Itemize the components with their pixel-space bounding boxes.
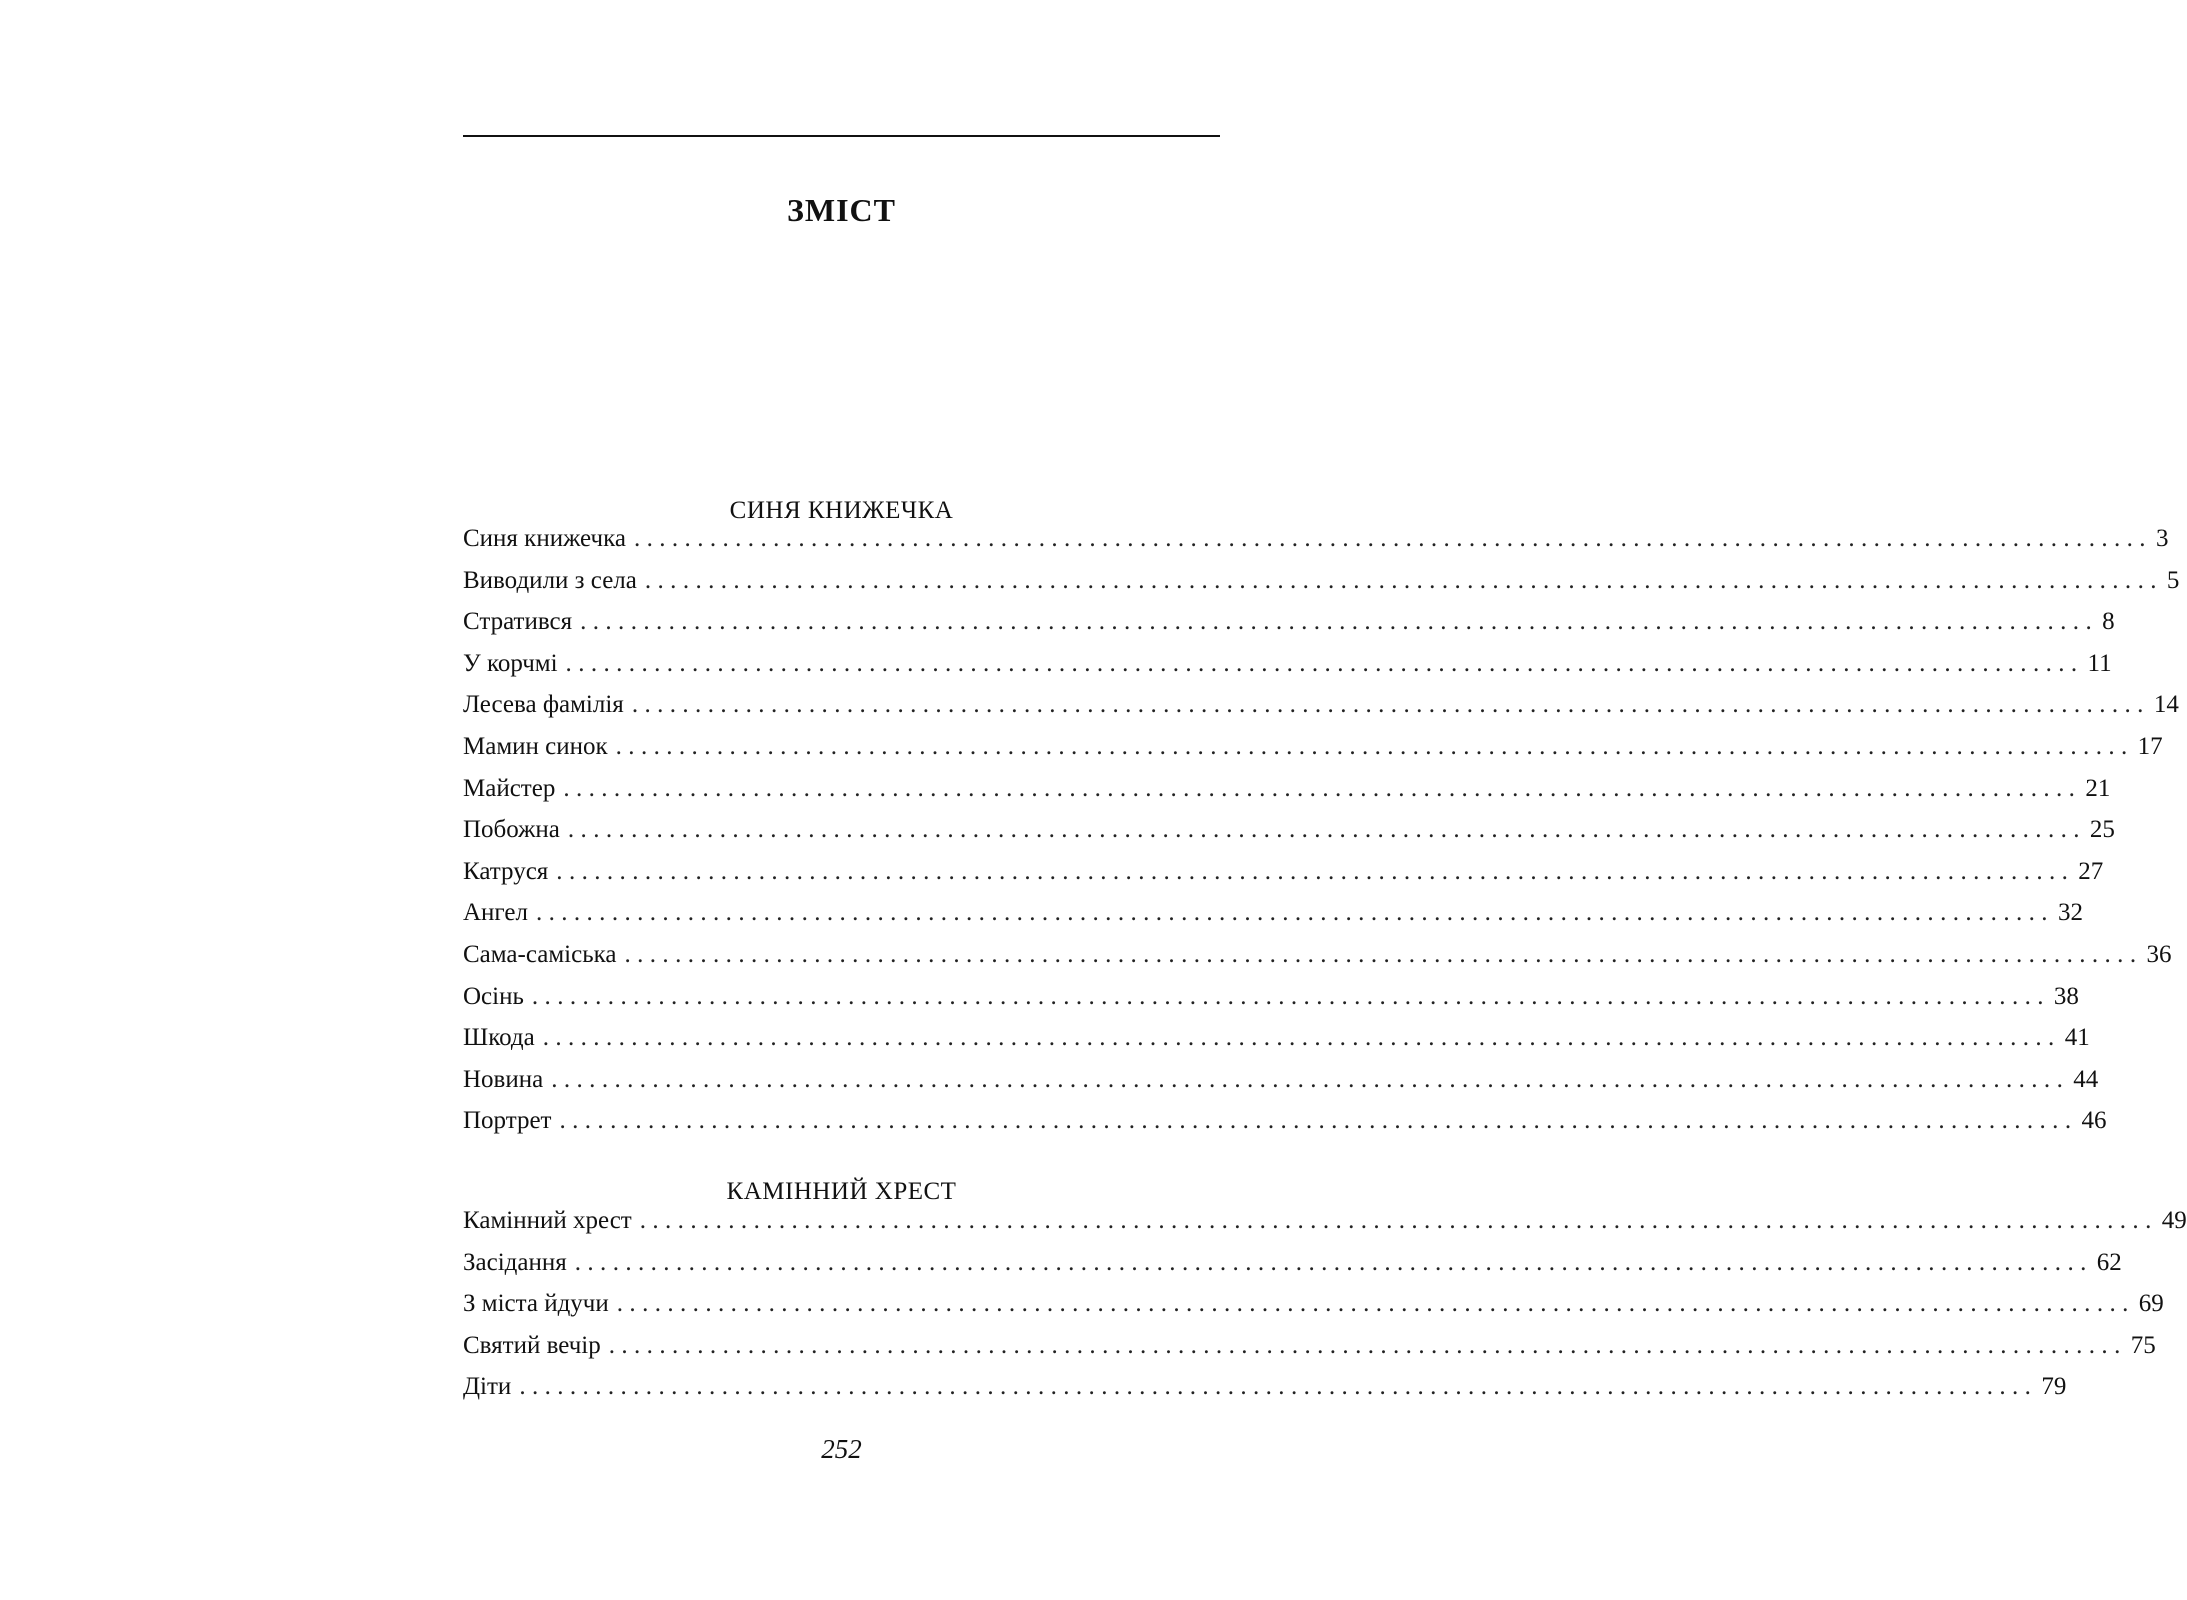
toc-entry-page: 69 <box>2135 1283 2164 1325</box>
top-rule <box>463 135 1220 137</box>
dot-leader: ........................................................................................................................ <box>531 982 2050 1010</box>
toc-entry-title: Сама-саміська <box>463 934 624 976</box>
toc-entry[interactable] <box>463 1200 2187 1242</box>
dot-leader: ........................................................................................................................ <box>644 566 2163 594</box>
toc-entry-page: 36 <box>2142 934 2171 976</box>
toc-entry-title: У корчмі <box>463 643 566 685</box>
toc-entry-page: 5 <box>2163 560 2180 602</box>
toc-entry[interactable] <box>463 934 2172 976</box>
toc-entry-page: 14 <box>2150 684 2179 726</box>
toc-entry-page: 17 <box>2134 726 2163 768</box>
page-number: 252 <box>821 1434 862 1464</box>
toc-entry-page: 25 <box>2086 809 2115 851</box>
toc-entry-page: 8 <box>2098 601 2115 643</box>
toc-entry-page: 27 <box>2074 851 2103 893</box>
toc-entry[interactable] <box>463 1100 2107 1142</box>
toc-entry-title: Виводили з села <box>463 560 645 602</box>
toc-list <box>463 1200 2187 1408</box>
section-heading: КАМІННИЙ ХРЕСТ <box>726 1178 957 1205</box>
toc-entry-page: 79 <box>2037 1366 2066 1408</box>
toc-entry-page: 46 <box>2077 1100 2106 1142</box>
dot-leader: ........................................................................................................................ <box>639 1207 2158 1234</box>
toc-entry-title: Лесева фамілія <box>463 684 632 726</box>
toc-entry-title: Діти <box>463 1366 519 1408</box>
book-page <box>463 0 2187 1600</box>
section-heading: СИНЯ КНИЖЕЧКА <box>729 497 954 524</box>
toc-entry-title: Святий вечір <box>463 1325 609 1367</box>
toc-entry-title: Катруся <box>463 851 556 893</box>
dot-leader: ........................................................................................................................ <box>551 1065 2070 1093</box>
toc-entry-title: З міста йдучи <box>463 1283 617 1325</box>
toc-entry-page: 32 <box>2054 892 2083 934</box>
toc-entry-title: Майстер <box>463 768 563 810</box>
toc-entry-title: Камінний хрест <box>463 1200 640 1242</box>
dot-leader: ........................................................................................................................ <box>574 1248 2093 1276</box>
toc-entry[interactable] <box>463 809 2115 851</box>
toc-entry[interactable] <box>463 601 2115 643</box>
toc-entry-page: 62 <box>2093 1242 2122 1284</box>
dot-leader: ........................................................................................................................ <box>563 774 2082 802</box>
toc-entry[interactable] <box>463 726 2163 768</box>
toc-entry-page: 41 <box>2061 1017 2090 1059</box>
toc-entry-title: Засідання <box>463 1242 575 1284</box>
dot-leader: ........................................................................................................................ <box>608 1331 2127 1359</box>
toc-entry[interactable] <box>463 684 2179 726</box>
toc-entry-page: 11 <box>2084 643 2112 685</box>
toc-entry-title: Побожна <box>463 809 568 851</box>
toc-entry-title: Портрет <box>463 1100 559 1142</box>
toc-entry[interactable] <box>463 518 2169 560</box>
toc-entry[interactable] <box>463 1242 2122 1284</box>
toc-entry[interactable] <box>463 1017 2090 1059</box>
dot-leader: ........................................................................................................................ <box>567 816 2086 844</box>
toc-entry[interactable] <box>463 643 2112 685</box>
toc-entry-title: Синя книжечка <box>463 518 634 560</box>
toc-entry-title: Новина <box>463 1059 551 1101</box>
toc-entry-title: Ангел <box>463 892 536 934</box>
toc-entry-page: 44 <box>2069 1059 2098 1101</box>
toc-list <box>463 518 2180 1142</box>
toc-entry-page: 49 <box>2158 1200 2187 1242</box>
toc-entry-title: Осінь <box>463 976 532 1018</box>
toc-entry-title: Стратився <box>463 601 580 643</box>
dot-leader: ........................................................................................................................ <box>633 525 2152 552</box>
toc-entry[interactable] <box>463 560 2180 602</box>
toc-entry-title: Мамин синок <box>463 726 616 768</box>
toc-entry[interactable] <box>463 892 2083 934</box>
toc-entry-title: Шкода <box>463 1017 543 1059</box>
toc-entry-page: 75 <box>2127 1325 2156 1367</box>
toc-entry-page: 21 <box>2081 768 2110 810</box>
toc-entry-page: 38 <box>2050 976 2079 1018</box>
dot-leader: ........................................................................................................................ <box>559 1107 2078 1135</box>
toc-entry[interactable] <box>463 1325 2156 1367</box>
dot-leader: ........................................................................................................................ <box>556 857 2075 885</box>
dot-leader: ........................................................................................................................ <box>535 899 2054 927</box>
toc-entry[interactable] <box>463 768 2111 810</box>
toc-entry[interactable] <box>463 1283 2164 1325</box>
toc-entry[interactable] <box>463 851 2104 893</box>
dot-leader: ........................................................................................................................ <box>542 1024 2061 1052</box>
dot-leader: ........................................................................................................................ <box>519 1373 2038 1401</box>
dot-leader: ........................................................................................................................ <box>580 608 2099 636</box>
toc-entry[interactable] <box>463 1366 2067 1408</box>
toc-entry[interactable] <box>463 1059 2099 1101</box>
dot-leader: ........................................................................................................................ <box>631 691 2150 719</box>
dot-leader: ........................................................................................................................ <box>565 649 2084 677</box>
toc-entry-page: 3 <box>2152 518 2169 560</box>
dot-leader: ........................................................................................................................ <box>616 1290 2135 1318</box>
toc-entry[interactable] <box>463 976 2079 1018</box>
page-title: ЗМІСТ <box>787 192 896 228</box>
dot-leader: ........................................................................................................................ <box>615 732 2134 760</box>
dot-leader: ........................................................................................................................ <box>624 940 2143 968</box>
